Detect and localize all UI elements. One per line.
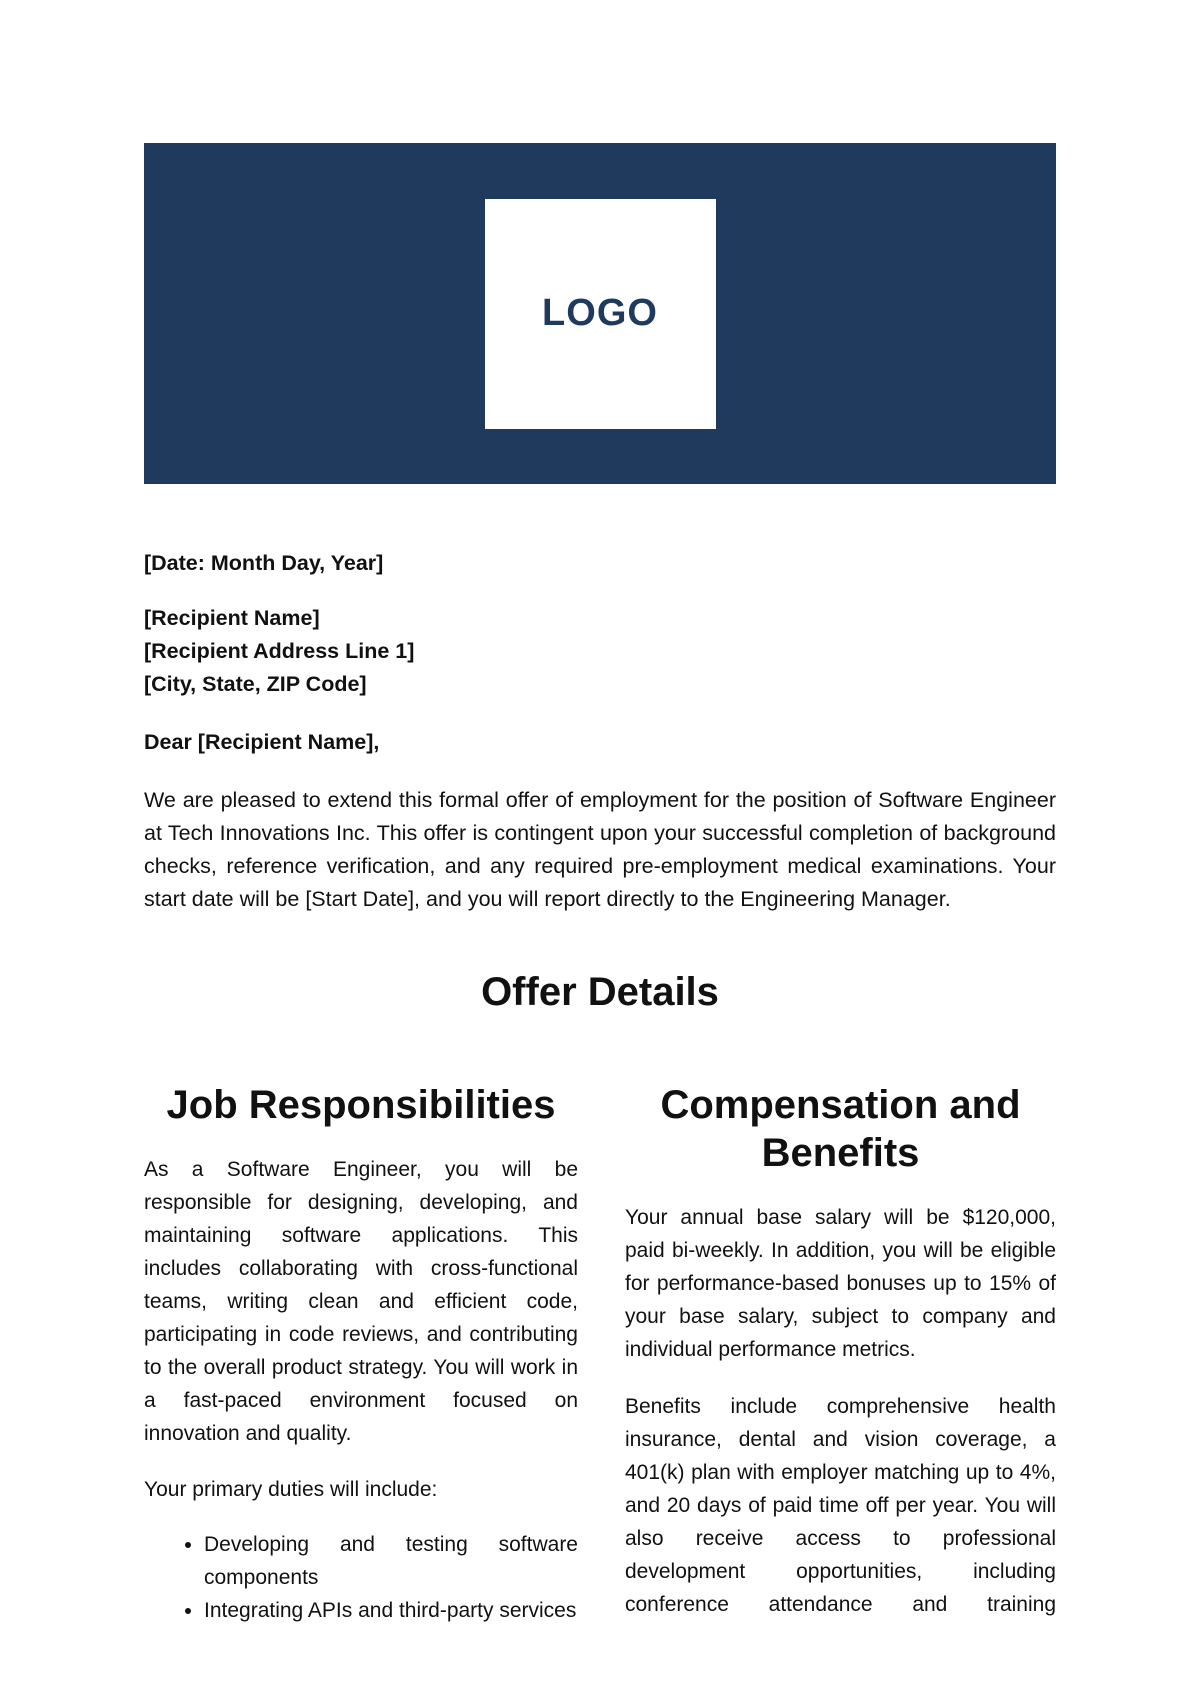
header-band bbox=[144, 143, 1056, 484]
job-responsibilities-column bbox=[144, 1081, 578, 1627]
compensation-benefits-heading: Compensation and Benefits bbox=[660, 1083, 1021, 1175]
recipient-name-line: [Recipient Name] bbox=[144, 606, 320, 630]
letter-content bbox=[144, 484, 1056, 1627]
intro-paragraph: We are pleased to extend this formal offer of employment for the position of Software Engineer at Tech Innovations Inc. This offer is contingent upon your successful completion of background checks, reference verification, and any required pre-employment medical examinations. Your start date will be [Start Date], and you will report directly to the Engineering Manager. bbox=[144, 788, 1056, 911]
recipient-address-line: [Recipient Address Line 1] bbox=[144, 639, 415, 663]
recipient-block bbox=[144, 602, 1056, 701]
job-responsibilities-paragraph: As a Software Engineer, you will be responsible for designing, developing, and maintaining software applications. This includes collaborating with cross-functional teams, writing clean and efficient code, participating in code reviews, and contributing to the overall product strategy. You will work in a fast-paced environment focused on innovation and quality. bbox=[144, 1158, 578, 1445]
logo-placeholder bbox=[485, 199, 716, 429]
letter-block bbox=[144, 484, 1056, 916]
salutation: Dear [Recipient Name], bbox=[144, 730, 380, 754]
compensation-paragraph-benefits: Benefits include comprehensive health insurance, dental and vision coverage, a 401(k) plan with employer matching up to 4%, and 20 days of paid time off per year. You will also receive access to professional development opportunities, including conference attendance and training bbox=[625, 1395, 1056, 1616]
date-line: [Date: Month Day, Year] bbox=[144, 551, 384, 575]
job-responsibilities-heading: Job Responsibilities bbox=[166, 1083, 556, 1127]
duties-intro-line: Your primary duties will include: bbox=[144, 1478, 438, 1501]
recipient-city-state-zip-line: [City, State, ZIP Code] bbox=[144, 672, 367, 696]
duties-list bbox=[144, 1528, 578, 1627]
logo-text: LOGO bbox=[542, 292, 658, 334]
offer-details-columns bbox=[144, 1081, 1056, 1627]
compensation-paragraph-salary: Your annual base salary will be $120,000, paid bi-weekly. In addition, you will be eligible for performance-based bonuses up to 15% of your base salary, subject to company and individual performance metrics. bbox=[625, 1206, 1056, 1361]
compensation-benefits-column bbox=[625, 1081, 1056, 1621]
duty-list-item: • Developing and testing software components bbox=[204, 1528, 578, 1594]
duty-list-item: • Integrating APIs and third-party services bbox=[204, 1594, 578, 1627]
offer-details-title: Offer Details bbox=[481, 970, 719, 1014]
